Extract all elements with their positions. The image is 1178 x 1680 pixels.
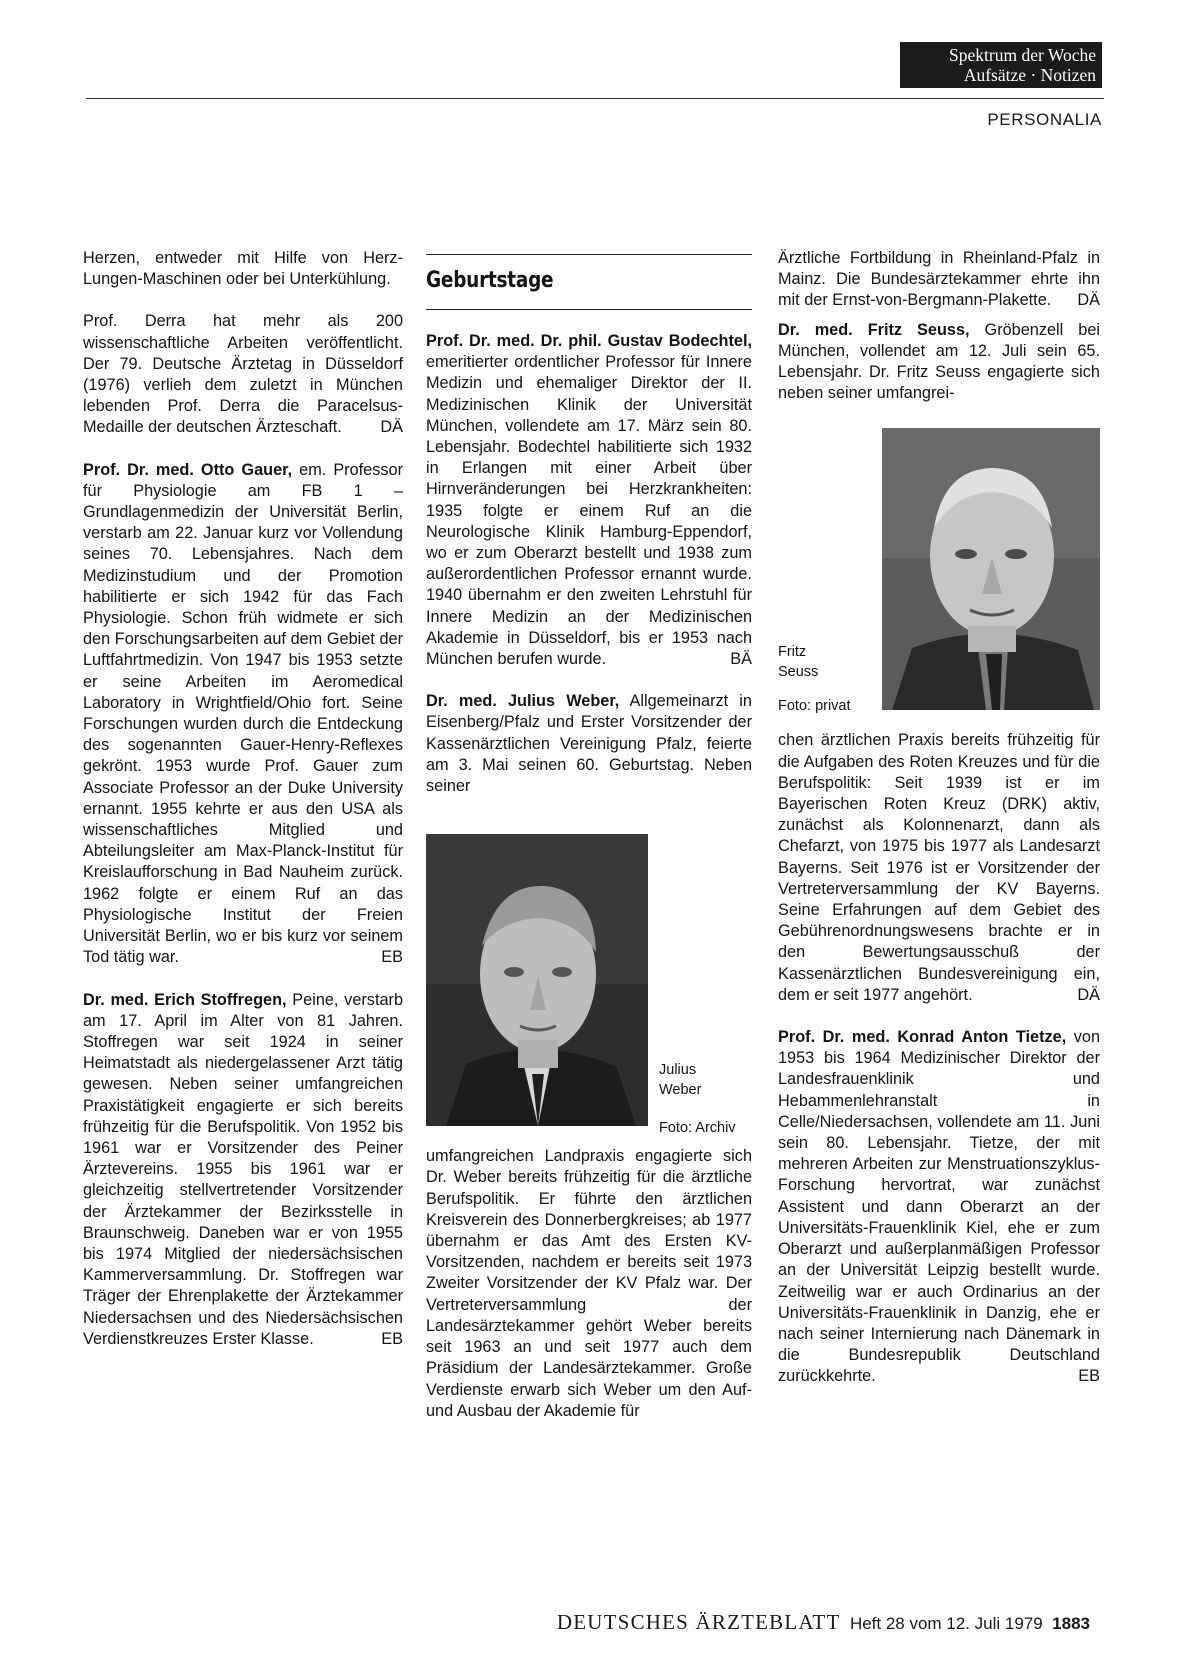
column-right: [778, 248, 1100, 1388]
portrait-photo-seuss: [882, 428, 1100, 710]
column-middle: [426, 248, 752, 1422]
caption-line: Julius: [659, 1062, 697, 1079]
signature: EB: [1078, 1367, 1100, 1386]
text: Peine, verstarb am 17. April im Alter von 81 Jahren. Stoffregen war seit 1924 in seiner Heimatstadt als niedergelassener Arzt tätig gewesen. Neben seiner umfangreichen Praxistätigkeit engagierte er sich bereits frühzeitig für die Berufspolitik. Von 1952 bis 1961 war er Vorsitzender des Peiner Ärztevereins. 1955 bis 1961 war er gleichzeitig stellvertretender Vorsitzender der Ärztekammer der Bezirksstelle in Braunschweig. Daneben war er von 1955 bis 1974 Mitglied der niedersächsischen Kammerversammlung. Dr. Stoffregen war Träger der Ehrenplakette der Ärztekammer Niedersachsen und des Niedersächsischen Verdienstkreuzes Erster Klasse.: [83, 990, 403, 1348]
caption-line: Seuss: [778, 664, 819, 681]
text: em. Professor für Physiologie am FB 1 – Grundlagenmedizin der Universität Berlin, verstarb am 22. Januar kurz vor Vollendung seines 70. Lebensjahres. Nach dem Medizinstudium und der Promotion habilitierte er sich 1942 für das Fach Physiologie. Schon früh widmete er sich den Forschungsarbeiten auf dem Gebiet der Luftfahrtmedizin. Von 1947 bis 1953 setzte er seine Arbeiten im Aeromedical Laboratory in Wrightfield/Ohio fort. Seine Forschungen wurden durch die Entdeckung des sogenannten Gauer-Henry-Reflexes gekrönt. 1953 wurde Prof. Gauer zum Associate Professor an der Duke University ernannt. 1955 kehrte er aus den USA als wissenschaftliches Mitglied und Abteilungsleiter am Max-Planck-Institut für Kreislaufforschung in Bad Nauheim zurück. 1962 folgte er einem Ruf an das Physiologische Institut der Freien Universität Berlin, wo er bis kurz vor seinem Tod tätig war.: [83, 460, 403, 967]
photo-weber-block: [426, 818, 752, 1138]
birthday-weber: [426, 691, 752, 797]
signature: EB: [381, 1329, 403, 1348]
page-number: 1883: [1052, 1614, 1090, 1633]
signature: BÄ: [730, 650, 752, 669]
signature: EB: [381, 948, 403, 967]
text: Gröbenzell bei München, vollendet am 12. Juli sein 65. Lebensjahr. Dr. Fritz Seuss engagierte sich neben seiner umfangrei-: [778, 320, 1100, 403]
text: Allgemeinarzt in Eisenberg/Pfalz und Erster Vorsitzender der Kassenärztlichen Vereinigung Pfalz, feierte am 3. Mai seinen 60. Geburtstag. Neben seiner: [426, 692, 752, 796]
header-line-2: Aufsätze · Notizen: [963, 65, 1096, 85]
header-rule: [86, 98, 1104, 99]
signature: DÄ: [1077, 985, 1100, 1004]
signature: DÄ: [1077, 291, 1100, 310]
text: chen ärztlichen Praxis bereits frühzeitig für die Aufgaben des Roten Kreuzes und für die Berufspolitik: Seit 1939 ist er im Bayerischen Roten Kreuz (DRK) aktiv, zunächst als Kolonnenarzt, dann als Chefarzt, von 1975 bis 1977 als Landesarzt Bayerns. Seit 1976 ist er Vorsitzender der Vertreterversammlung der KV Bayerns. Seine Erfahrungen auf dem Gebiet des Gebührenordnungswesens brachte er in den Bewertungsausschuß der Kassenärztlichen Bundesvereinigung ein, dem er seit 1977 angehört.: [778, 731, 1100, 1004]
page-footer: [557, 1610, 1090, 1635]
obituary-stoffregen: [83, 990, 403, 1350]
photo-caption-seuss: [778, 428, 874, 716]
birthday-seuss: [778, 320, 1100, 405]
header-line-1: Spektrum der Woche: [949, 45, 1096, 65]
text: von 1953 bis 1964 Medizinischer Direktor der Landesfrauenklinik und Hebammenlehranstalt in Celle/Niedersachsen, vollendete am 11. Juni sein 80. Lebensjahr. Tietze, der mit mehreren Arbeiten zur Menstruationszyklus-Forschung hervortrat, war zunächst Assistent und dann Oberarzt an der Universitäts-Frauenklinik Kiel, ehe er zum Oberarzt und außerplanmäßigen Professor an der Universität Leipzig bestellt wurde. Zeitweilig war er auch Ordinarius an der Universitäts-Frauenklinik in Danzig, ehe er nach seiner Internierung nach Dänemark in die Bundesrepublik Deutschland zurückkehrte.: [778, 1028, 1100, 1386]
section-heading: Geburtstage: [426, 268, 554, 293]
text: Ärztliche Fortbildung in Rheinland-Pfalz in Mainz. Die Bundesärztekammer ehrte ihn mit der Ernst-von-Bergmann-Plakette.: [778, 249, 1100, 310]
person-name: Prof. Dr. med. Otto Gauer,: [83, 460, 293, 479]
obituary-gauer: [83, 460, 403, 969]
portrait-photo-weber: [426, 834, 648, 1126]
paragraph-derra-end: [83, 248, 403, 290]
photo-seuss-block: [778, 428, 1100, 716]
person-name: Prof. Dr. med. Konrad Anton Tietze,: [778, 1028, 1067, 1047]
person-name: Dr. med. Fritz Seuss,: [778, 320, 970, 339]
section-header-box: [900, 42, 1102, 88]
text: emeritierter ordentlicher Professor für Innere Medizin und ehemaliger Direktor der II. Medizinischen Klinik der Universität München, vollendete am 17. März sein 80. Lebensjahr. Bodechtel habilitierte sich 1932 in Erlangen mit einer Arbeit über Hirnveränderungen bei Herzkrankheiten: 1935 folgte er einem Ruf an die Neurologische Klinik Hamburg-Eppendorf, wo er zum Oberarzt bestellt und 1938 zum außerordentlichen Professor ernannt wurde. 1940 übernahm er den zweiten Lehrstuhl für Innere Medizin an der Medizinischen Akademie in Düsseldorf, bis er 1953 nach München berufen wurde.: [426, 353, 752, 669]
photo-credit: Foto: privat: [778, 698, 851, 715]
birthday-tietze: [778, 1027, 1100, 1387]
person-name: Dr. med. Erich Stoffregen,: [83, 990, 287, 1009]
text: umfangreichen Landpraxis engagierte sich Dr. Weber bereits frühzeitig für die ärztliche Berufspolitik. Er führte den ärztlichen Kreisverein des Donnerbergkreises; ab 1977 übernahm er das Amt des Ersten KV-Vorsitzenden, nachdem er bereits seit 1973 Zweiter Vorsitzender der KV Pfalz war. Der Vertreterversammlung der Landesärztekammer gehört Weber bereits seit 1963 an und seit 1977 auch dem Präsidium der Landesärztekammer. Große Verdienste erwarb sich Weber um den Auf- und Ausbau der Akademie für: [426, 1147, 752, 1420]
birthday-bodechtel: [426, 331, 752, 670]
photo-credit: Foto: Archiv: [659, 1120, 736, 1137]
caption-line: Fritz: [778, 644, 807, 661]
text: Prof. Derra hat mehr als 200 wissenschaftliche Arbeiten veröffentlicht. Der 79. Deutsche Ärztetag in Düsseldorf (1976) verlieh dem zuletzt in München lebenden Prof. Derra die Paracelsus-Medaille der deutschen Ärzteschaft.: [83, 312, 403, 437]
birthday-seuss-continued: [778, 730, 1100, 1006]
column-left: [83, 248, 403, 1371]
photo-caption-weber: [659, 818, 736, 1138]
journal-name: DEUTSCHES ÄRZTEBLATT: [556, 1610, 841, 1634]
caption-line: Weber: [659, 1082, 702, 1099]
person-name: Prof. Dr. med. Dr. phil. Gustav Bodechtel,: [426, 332, 752, 350]
portrait-weber-image: [426, 834, 648, 1126]
heading-block: [426, 254, 752, 310]
person-name: Dr. med. Julius Weber,: [426, 692, 620, 711]
text: Herzen, entweder mit Hilfe von Herz-Lungen-Maschinen oder bei Unterkühlung.: [83, 249, 403, 289]
issue-info: Heft 28 vom 12. Juli 1979: [849, 1614, 1043, 1633]
section-label: PERSONALIA: [987, 110, 1102, 129]
birthday-weber-continued: [426, 1146, 752, 1422]
paragraph-derra: [83, 311, 403, 438]
portrait-seuss-image: [882, 428, 1100, 710]
birthday-weber-end: [778, 248, 1100, 312]
signature: DÄ: [380, 418, 403, 437]
